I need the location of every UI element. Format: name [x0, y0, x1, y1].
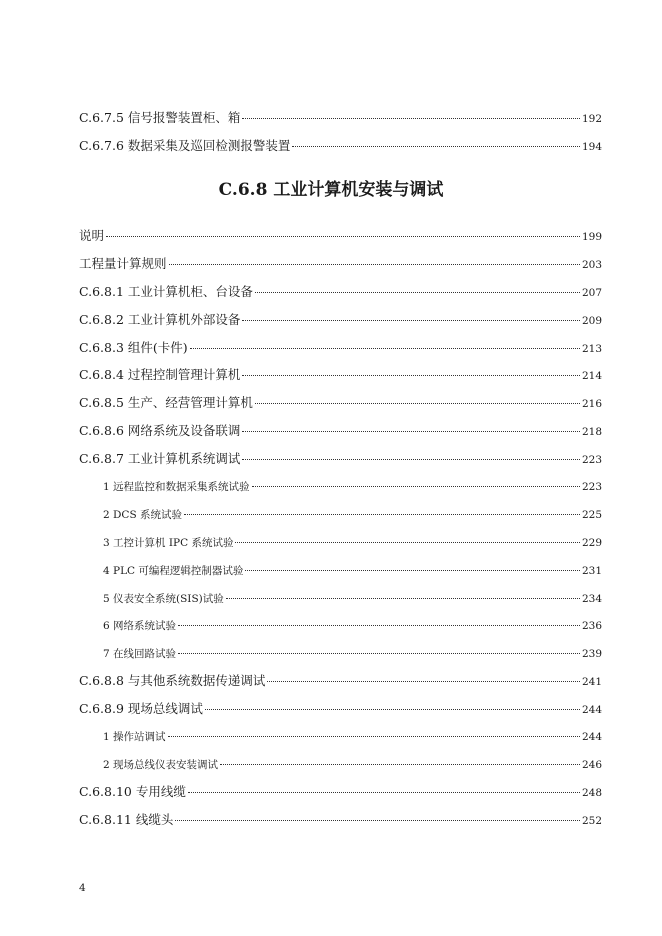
dot-leader: [252, 486, 580, 487]
toc-subentry[interactable]: [103, 729, 602, 745]
dot-leader: [235, 542, 580, 543]
dot-leader: [255, 403, 580, 404]
toc-entry-page: 218: [581, 426, 602, 438]
toc-entry-title: C.6.8.10 专用线缆: [79, 784, 186, 799]
toc-entry-title: C.6.8.3 组件(卡件): [79, 340, 188, 355]
toc-entry-page: 244: [581, 704, 602, 716]
toc-entry-title: 3 工控计算机 IPC 系统试验: [103, 537, 234, 549]
toc-entry[interactable]: [79, 138, 602, 155]
toc-subentry[interactable]: [103, 535, 602, 551]
dot-leader: [242, 459, 580, 460]
toc-entry-page: 192: [581, 113, 602, 125]
dot-leader: [255, 292, 580, 293]
toc-entry-title: C.6.8.7 工业计算机系统调试: [79, 451, 241, 466]
toc-entry[interactable]: [79, 395, 602, 412]
toc-entry[interactable]: [79, 423, 602, 440]
dot-leader: [169, 264, 580, 265]
toc-entry-page: 199: [581, 231, 602, 243]
dot-leader: [188, 792, 580, 793]
toc-entry-title: C.6.8.5 生产、经营管理计算机: [79, 395, 253, 410]
toc-entry-title: C.6.7.5 信号报警装置柜、箱: [79, 110, 241, 125]
dot-leader: [226, 598, 580, 599]
dot-leader: [184, 514, 580, 515]
toc-entry[interactable]: [79, 673, 602, 690]
toc-entry-page: 214: [581, 370, 602, 382]
toc-entry-page: 244: [581, 731, 602, 743]
toc-entry-page: 223: [581, 454, 602, 466]
toc-entry[interactable]: [79, 228, 602, 245]
toc-entry-title: C.6.8.4 过程控制管理计算机: [79, 367, 241, 382]
toc-entry[interactable]: [79, 784, 602, 801]
toc-entry-title: 1 操作站调试: [103, 731, 166, 743]
toc-entry-page: 213: [581, 343, 602, 355]
toc-entry[interactable]: [79, 367, 602, 384]
toc-entry[interactable]: [79, 451, 602, 468]
toc-entry-title: 2 现场总线仪表安装调试: [103, 759, 219, 771]
toc-subentry[interactable]: [103, 563, 602, 579]
toc-entry-title: 7 在线回路试验: [103, 648, 177, 660]
dot-leader: [245, 570, 580, 571]
toc-subentry[interactable]: [103, 479, 602, 495]
toc-entry-page: 229: [581, 537, 602, 549]
section-heading: C.6.8 工业计算机安装与调试: [218, 180, 444, 200]
toc-entry[interactable]: [79, 812, 602, 829]
dot-leader: [190, 348, 580, 349]
toc-entry-title: 6 网络系统试验: [103, 620, 177, 632]
toc-subentry[interactable]: [103, 618, 602, 634]
dot-leader: [242, 375, 580, 376]
toc-entry-page: 225: [581, 509, 602, 521]
toc-entry[interactable]: [79, 110, 602, 127]
dot-leader: [175, 820, 580, 821]
toc-subentry[interactable]: [103, 646, 602, 662]
toc-subentry[interactable]: [103, 757, 602, 773]
toc-entry[interactable]: [79, 701, 602, 718]
toc-entry-page: 194: [581, 141, 602, 153]
toc-entry-title: C.6.8.9 现场总线调试: [79, 701, 203, 716]
dot-leader: [178, 653, 580, 654]
toc-entry-page: 246: [581, 759, 602, 771]
toc-entry[interactable]: [79, 284, 602, 301]
toc-entry-title: C.6.8.2 工业计算机外部设备: [79, 312, 241, 327]
toc-entry-page: 239: [581, 648, 602, 660]
toc-entry-title: 工程量计算规则: [79, 256, 167, 271]
dot-leader: [267, 681, 580, 682]
toc-entry[interactable]: [79, 340, 602, 357]
dot-leader: [242, 431, 580, 432]
toc-entry-title: C.6.8.8 与其他系统数据传递调试: [79, 673, 266, 688]
toc-entry[interactable]: [79, 312, 602, 329]
dot-leader: [168, 736, 580, 737]
toc-entry-page: 207: [581, 287, 602, 299]
toc-entry-title: 1 远程监控和数据采集系统试验: [103, 481, 250, 493]
toc-entry-title: C.6.7.6 数据采集及巡回检测报警装置: [79, 138, 291, 153]
toc-entry-title: 5 仪表安全系统(SIS)试验: [103, 593, 224, 605]
dot-leader: [205, 709, 580, 710]
dot-leader: [292, 146, 580, 147]
toc-entry-title: 2 DCS 系统试验: [103, 509, 183, 521]
toc-entry-page: 252: [581, 815, 602, 827]
toc-entry-page: 209: [581, 315, 602, 327]
toc-entry-title: 4 PLC 可编程逻辑控制器试验: [103, 565, 244, 577]
toc-subentry[interactable]: [103, 591, 602, 607]
dot-leader: [242, 320, 580, 321]
toc-entry-page: 203: [581, 259, 602, 271]
toc-entry-page: 231: [581, 565, 602, 577]
toc-entry-page: 248: [581, 787, 602, 799]
page-number: 4: [79, 882, 86, 894]
toc-entry-title: C.6.8.11 线缆头: [79, 812, 174, 827]
toc-entry-page: 216: [581, 398, 602, 410]
dot-leader: [220, 764, 580, 765]
dot-leader: [106, 236, 580, 237]
toc-subentry[interactable]: [103, 507, 602, 523]
dot-leader: [242, 118, 580, 119]
toc-entry-page: 234: [581, 593, 602, 605]
toc-entry-page: 223: [581, 481, 602, 493]
dot-leader: [178, 625, 580, 626]
toc-entry-page: 241: [581, 676, 602, 688]
toc-entry-title: C.6.8.1 工业计算机柜、台设备: [79, 284, 253, 299]
toc-entry-title: C.6.8.6 网络系统及设备联调: [79, 423, 241, 438]
toc-entry[interactable]: [79, 256, 602, 273]
toc-entry-page: 236: [581, 620, 602, 632]
toc-entry-title: 说明: [79, 228, 105, 243]
